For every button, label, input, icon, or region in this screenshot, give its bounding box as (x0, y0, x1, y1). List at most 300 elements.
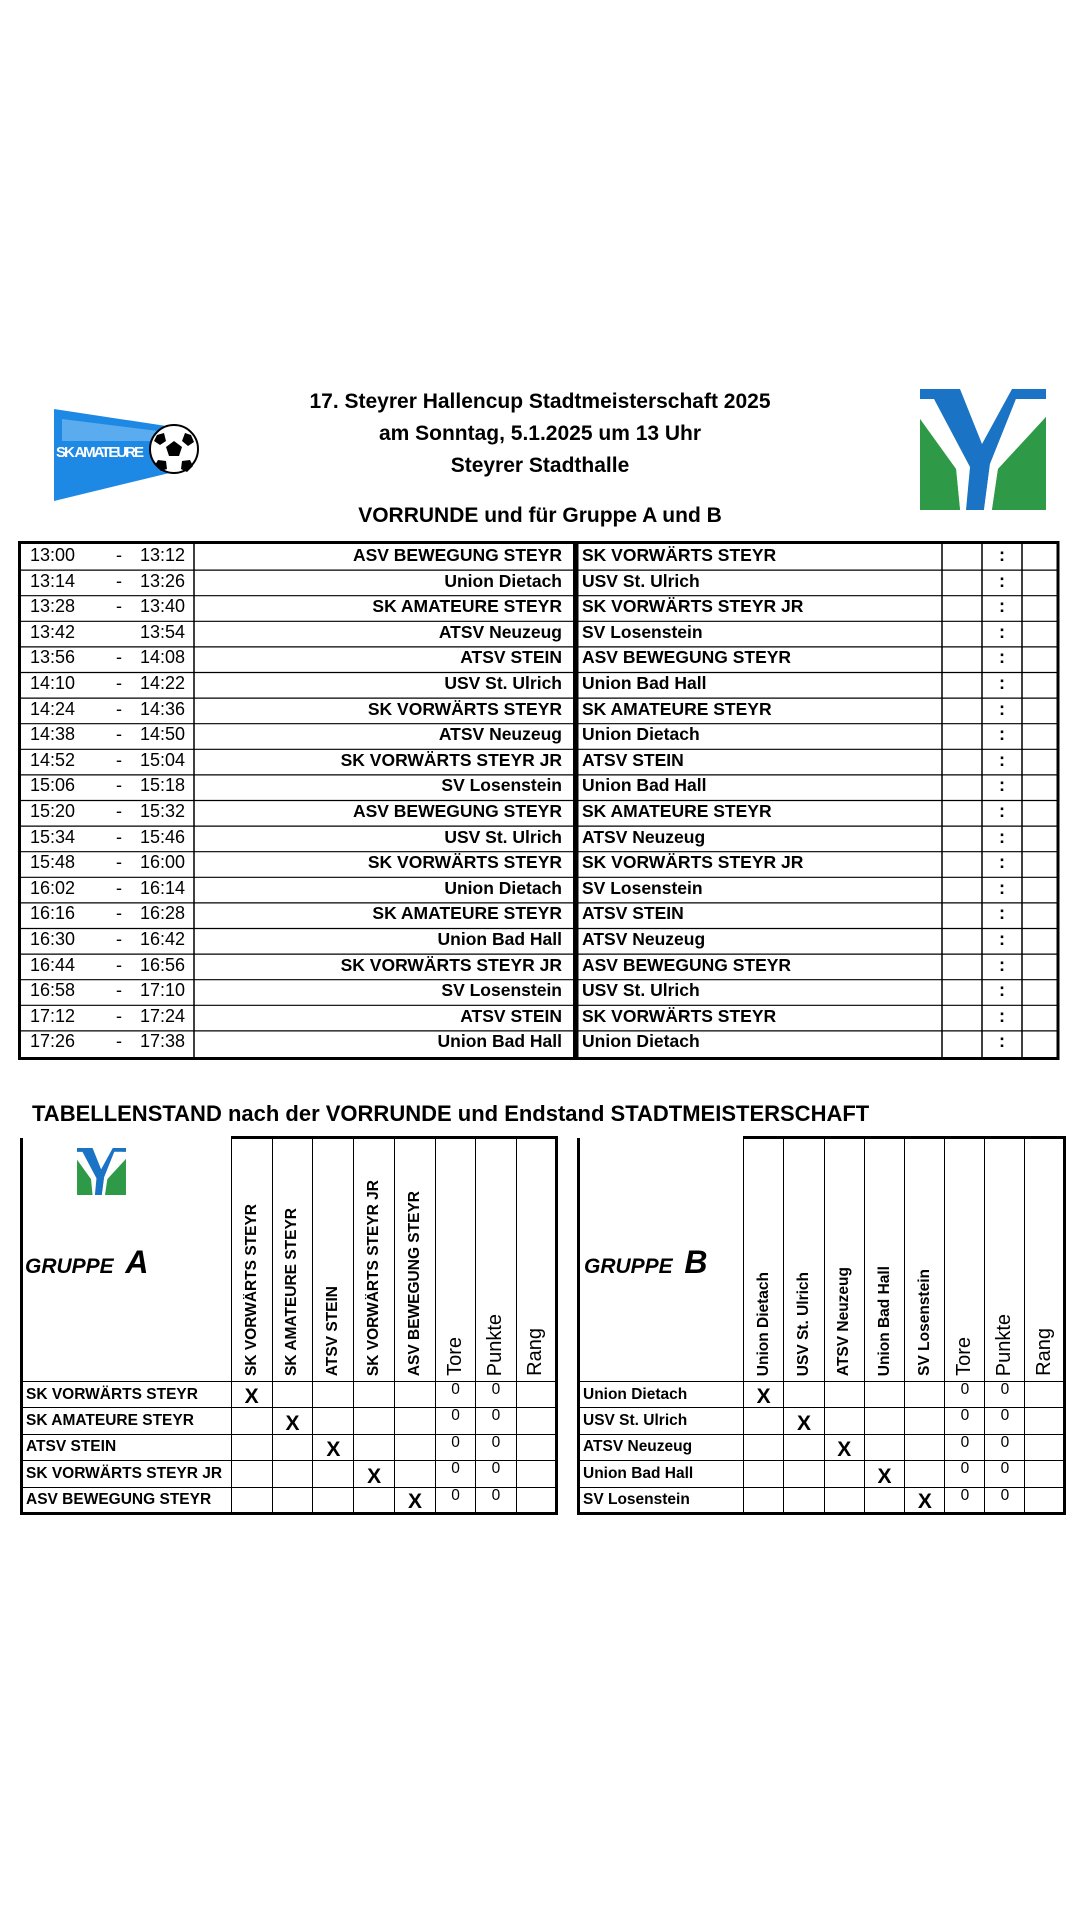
result-cell[interactable] (272, 1487, 313, 1513)
away-goals[interactable] (1022, 953, 1058, 979)
match-end: 14:08 (140, 647, 186, 668)
result-cell[interactable] (905, 1434, 945, 1460)
home-team: ASV BEWEGUNG STEYR (352, 801, 562, 821)
result-cell[interactable] (354, 1382, 395, 1408)
versus-separator: : (573, 903, 579, 924)
away-goals[interactable] (1022, 901, 1058, 927)
tore-value: 0 (945, 1461, 985, 1487)
match-dash: - (116, 749, 122, 770)
team-name: SK AMATEURE STEYR (22, 1408, 232, 1434)
punkte-value: 0 (476, 1382, 516, 1408)
result-cell[interactable] (313, 1408, 354, 1434)
team-name: Union Dietach (579, 1382, 744, 1408)
home-goals[interactable] (942, 825, 982, 851)
away-goals[interactable] (1022, 1004, 1058, 1030)
self-match-mark: X (744, 1382, 784, 1408)
result-cell[interactable] (231, 1408, 272, 1434)
tore-value: 0 (945, 1382, 985, 1408)
tore-value: 0 (435, 1434, 475, 1460)
result-cell[interactable] (744, 1408, 784, 1434)
match-end: 16:42 (140, 929, 186, 949)
match-end: 17:38 (140, 1031, 186, 1052)
stat-column-header (516, 1138, 556, 1382)
home-team: USV St. Ulrich (444, 826, 562, 847)
match-start: 16:58 (30, 980, 76, 1001)
punkte-value: 0 (985, 1461, 1025, 1487)
versus-separator: : (573, 1031, 579, 1052)
home-goals[interactable] (942, 1029, 982, 1055)
away-goals[interactable] (1022, 748, 1058, 774)
schedule-row (18, 927, 1060, 953)
home-team: SK VORWÄRTS STEYR (367, 852, 562, 873)
rang-value (516, 1408, 556, 1434)
team-column-header (395, 1138, 436, 1382)
home-team: Union Dietach (444, 570, 562, 591)
match-time (18, 543, 193, 569)
result-cell[interactable] (784, 1434, 824, 1460)
schedule-row (18, 850, 1060, 876)
rang-value (1025, 1434, 1065, 1460)
match-time (18, 773, 193, 799)
match-dash: - (116, 903, 122, 924)
score-separator: : (999, 1005, 1005, 1026)
home-goals[interactable] (942, 697, 982, 723)
match-dash: - (116, 673, 122, 693)
match-end: 13:54 (140, 621, 186, 642)
header-title: 17. Steyrer Hallencup Stadtmeisterschaft 2025 (309, 390, 771, 413)
self-match-mark: X (784, 1408, 824, 1434)
team-name: USV St. Ulrich (579, 1408, 744, 1434)
rang-value (1025, 1487, 1065, 1513)
match-dash: - (116, 698, 122, 719)
stat-column-header (435, 1138, 475, 1382)
group-team-row (22, 1487, 557, 1513)
schedule-row (18, 722, 1060, 748)
score-separator: : (999, 775, 1005, 796)
result-cell[interactable] (395, 1408, 436, 1434)
result-cell[interactable] (905, 1461, 945, 1487)
team-name: ATSV Neuzeug (579, 1434, 744, 1460)
match-start: 16:02 (30, 877, 76, 898)
result-cell[interactable] (231, 1461, 272, 1487)
home-team: SK AMATEURE STEYR (372, 596, 562, 617)
away-team: SV Losenstein (582, 877, 703, 898)
versus-separator: : (573, 852, 579, 873)
result-cell[interactable] (395, 1434, 436, 1460)
schedule-row (18, 569, 1060, 595)
team-name: SK VORWÄRTS STEYR (22, 1382, 232, 1408)
result-cell[interactable] (313, 1461, 354, 1487)
header-venue: Steyrer Stadthalle (450, 454, 630, 477)
rang-value (516, 1461, 556, 1487)
self-match-mark: X (231, 1382, 272, 1408)
group-b-word: GRUPPE (584, 1255, 673, 1278)
group-team-row (579, 1382, 1065, 1408)
schedule-row (18, 1029, 1060, 1055)
schedule-row (18, 901, 1060, 927)
result-cell[interactable] (784, 1487, 824, 1513)
self-match-mark: X (354, 1461, 395, 1487)
schedule-row (18, 620, 1060, 646)
schedule-row (18, 1004, 1060, 1030)
result-cell[interactable] (905, 1408, 945, 1434)
result-cell[interactable] (313, 1382, 354, 1408)
team-column-label: SK AMATEURE STEYR (283, 1208, 301, 1376)
result-cell[interactable] (231, 1487, 272, 1513)
home-goals[interactable] (942, 850, 982, 876)
stat-column-header (985, 1138, 1025, 1382)
home-goals[interactable] (942, 748, 982, 774)
home-goals[interactable] (942, 799, 982, 825)
result-cell[interactable] (864, 1487, 904, 1513)
result-cell[interactable] (784, 1461, 824, 1487)
rang-value (516, 1382, 556, 1408)
match-time (18, 1004, 193, 1030)
match-time (18, 850, 193, 876)
stat-column-label: Punkte (484, 1313, 507, 1376)
match-end: 15:32 (140, 801, 186, 821)
score-separator: : (999, 673, 1005, 693)
team-column-header (313, 1138, 354, 1382)
match-start: 15:06 (30, 775, 76, 796)
group-b-table (577, 1136, 1066, 1515)
away-goals[interactable] (1022, 978, 1058, 1004)
result-cell[interactable] (824, 1461, 864, 1487)
away-goals[interactable] (1022, 850, 1058, 876)
home-team: Union Dietach (444, 877, 562, 898)
header-blank (579, 1138, 744, 1382)
away-team: SK VORWÄRTS STEYR JR (582, 852, 804, 873)
away-team: ASV BEWEGUNG STEYR (582, 647, 792, 668)
versus-separator: : (573, 749, 579, 770)
versus-separator: : (573, 570, 579, 591)
versus-separator: : (573, 775, 579, 796)
home-goals[interactable] (942, 901, 982, 927)
away-team: Union Dietach (582, 724, 700, 745)
away-team: SK VORWÄRTS STEYR JR (582, 596, 804, 617)
score-separator: : (999, 801, 1005, 821)
match-start: 13:56 (30, 647, 76, 668)
match-dash: - (116, 1031, 122, 1052)
away-goals[interactable] (1022, 825, 1058, 851)
versus-separator: : (573, 929, 579, 949)
away-team: SK VORWÄRTS STEYR (582, 545, 777, 565)
home-team: ATSV Neuzeug (438, 724, 562, 745)
tore-value: 0 (435, 1461, 475, 1487)
match-dash: - (116, 596, 122, 617)
away-team: ATSV STEIN (582, 749, 684, 770)
score-separator: : (999, 596, 1005, 617)
match-dash: - (116, 877, 122, 898)
match-time (18, 645, 193, 671)
match-end: 13:12 (140, 545, 186, 565)
versus-separator: : (573, 673, 579, 693)
stat-column-header (476, 1138, 516, 1382)
stat-column-label: Rang (524, 1328, 547, 1376)
match-end: 14:36 (140, 698, 186, 719)
away-team: Union Bad Hall (582, 775, 707, 796)
match-time (18, 748, 193, 774)
team-column-header (744, 1138, 784, 1382)
versus-separator: : (573, 596, 579, 617)
away-team: Union Bad Hall (582, 673, 707, 693)
home-goals[interactable] (942, 876, 982, 902)
schedule-row (18, 773, 1060, 799)
team-column-label: ASV BEWEGUNG STEYR (405, 1190, 423, 1376)
group-a-table (20, 1136, 558, 1515)
tore-value: 0 (435, 1382, 475, 1408)
stat-column-header (1025, 1138, 1065, 1382)
home-team: ATSV STEIN (460, 647, 562, 668)
result-cell[interactable] (744, 1487, 784, 1513)
away-goals[interactable] (1022, 773, 1058, 799)
match-time (18, 722, 193, 748)
match-end: 16:28 (140, 903, 186, 924)
home-goals[interactable] (942, 671, 982, 697)
stat-column-label: Tore (444, 1337, 467, 1376)
score-separator: : (999, 929, 1005, 949)
home-goals[interactable] (942, 594, 982, 620)
away-goals[interactable] (1022, 799, 1058, 825)
away-goals[interactable] (1022, 876, 1058, 902)
home-goals[interactable] (942, 543, 982, 569)
match-time (18, 927, 193, 953)
self-match-mark: X (395, 1487, 436, 1513)
group-team-row (579, 1487, 1065, 1513)
home-team: USV St. Ulrich (444, 673, 562, 693)
schedule-row (18, 876, 1060, 902)
home-goals[interactable] (942, 1004, 982, 1030)
match-time (18, 671, 193, 697)
punkte-value: 0 (476, 1408, 516, 1434)
away-goals[interactable] (1022, 569, 1058, 595)
tore-value: 0 (435, 1487, 475, 1513)
result-cell[interactable] (272, 1434, 313, 1460)
team-column-label: SK VORWÄRTS STEYR (242, 1204, 260, 1376)
result-cell[interactable] (354, 1434, 395, 1460)
svg-text:SK AMATEURE: SK AMATEURE (56, 444, 144, 461)
match-dash: - (116, 545, 122, 565)
match-dash: - (116, 570, 122, 591)
score-separator: : (999, 903, 1005, 924)
match-start: 14:52 (30, 749, 76, 770)
self-match-mark: X (824, 1434, 864, 1460)
away-team: ATSV STEIN (582, 903, 684, 924)
team-column-header (905, 1138, 945, 1382)
stat-column-header (945, 1138, 985, 1382)
team-name: ATSV STEIN (22, 1434, 232, 1460)
match-time (18, 697, 193, 723)
group-team-row (22, 1461, 557, 1487)
home-goals[interactable] (942, 927, 982, 953)
versus-separator: : (573, 1005, 579, 1026)
result-cell[interactable] (744, 1434, 784, 1460)
away-team: ATSV Neuzeug (582, 826, 706, 847)
punkte-value: 0 (985, 1434, 1025, 1460)
result-cell[interactable] (313, 1487, 354, 1513)
away-goals[interactable] (1022, 1029, 1058, 1055)
self-match-mark: X (905, 1487, 945, 1513)
away-goals[interactable] (1022, 620, 1058, 646)
match-start: 16:16 (30, 903, 76, 924)
team-column-label: ATSV STEIN (324, 1285, 342, 1376)
match-end: 17:10 (140, 980, 186, 1001)
away-goals[interactable] (1022, 594, 1058, 620)
home-team: SV Losenstein (441, 775, 562, 796)
result-cell[interactable] (824, 1487, 864, 1513)
team-name: ASV BEWEGUNG STEYR (22, 1487, 232, 1513)
away-team: SV Losenstein (582, 621, 703, 642)
away-team: USV St. Ulrich (582, 570, 700, 591)
match-start: 16:44 (30, 954, 76, 975)
result-cell[interactable] (824, 1382, 864, 1408)
home-goals[interactable] (942, 645, 982, 671)
match-start: 13:00 (30, 545, 76, 565)
team-name: Union Bad Hall (579, 1461, 744, 1487)
away-goals[interactable] (1022, 543, 1058, 569)
home-team: Union Bad Hall (437, 929, 562, 949)
self-match-mark: X (313, 1434, 354, 1460)
match-end: 13:26 (140, 570, 186, 591)
away-goals[interactable] (1022, 645, 1058, 671)
header-date: am Sonntag, 5.1.2025 um 13 Uhr (378, 422, 702, 445)
score-separator: : (999, 852, 1005, 873)
schedule-row (18, 799, 1060, 825)
away-goals[interactable] (1022, 927, 1058, 953)
team-column-label: USV St. Ulrich (794, 1271, 812, 1376)
team-name: SV Losenstein (579, 1487, 744, 1513)
schedule-row (18, 697, 1060, 723)
match-time (18, 1029, 193, 1055)
match-end: 15:46 (140, 826, 186, 847)
group-team-row (579, 1461, 1065, 1487)
result-cell[interactable] (395, 1382, 436, 1408)
result-cell[interactable] (395, 1461, 436, 1487)
versus-separator: : (573, 980, 579, 1001)
result-cell[interactable] (864, 1434, 904, 1460)
punkte-value: 0 (985, 1487, 1025, 1513)
match-end: 15:18 (140, 775, 186, 796)
result-cell[interactable] (824, 1408, 864, 1434)
standings-title: TABELLENSTAND nach der VORRUNDE und Endstand STADTMEISTERSCHAFT (32, 1101, 870, 1126)
match-start: 17:26 (30, 1031, 76, 1052)
home-goals[interactable] (942, 773, 982, 799)
home-team: SV Losenstein (441, 980, 562, 1001)
stat-column-label: Tore (953, 1337, 976, 1376)
match-end: 16:14 (140, 877, 186, 898)
team-column-header (272, 1138, 313, 1382)
team-column-label: Union Bad Hall (875, 1265, 893, 1376)
punkte-value: 0 (476, 1434, 516, 1460)
home-goals[interactable] (942, 722, 982, 748)
match-time (18, 978, 193, 1004)
score-separator: : (999, 647, 1005, 668)
result-cell[interactable] (272, 1382, 313, 1408)
rang-value (516, 1487, 556, 1513)
schedule-row (18, 594, 1060, 620)
result-cell[interactable] (864, 1382, 904, 1408)
result-cell[interactable] (231, 1434, 272, 1460)
result-cell[interactable] (354, 1408, 395, 1434)
schedule-row (18, 645, 1060, 671)
group-team-row (22, 1408, 557, 1434)
home-team: ATSV Neuzeug (438, 621, 562, 642)
team-column-header (354, 1138, 395, 1382)
group-a-word: GRUPPE (25, 1255, 114, 1278)
punkte-value: 0 (985, 1382, 1025, 1408)
match-start: 14:38 (30, 724, 76, 745)
result-cell[interactable] (354, 1487, 395, 1513)
tore-value: 0 (945, 1408, 985, 1434)
score-separator: : (999, 877, 1005, 898)
result-cell[interactable] (744, 1461, 784, 1487)
team-name: SK VORWÄRTS STEYR JR (22, 1461, 232, 1487)
away-goals[interactable] (1022, 722, 1058, 748)
score-separator: : (999, 698, 1005, 719)
home-goals[interactable] (942, 620, 982, 646)
versus-separator: : (573, 621, 579, 642)
schedule-row (18, 543, 1060, 569)
tore-value: 0 (945, 1487, 985, 1513)
team-column-header (231, 1138, 272, 1382)
team-column-label: Union Dietach (754, 1271, 772, 1376)
match-time (18, 953, 193, 979)
versus-separator: : (573, 954, 579, 975)
match-start: 15:34 (30, 826, 76, 847)
score-separator: : (999, 980, 1005, 1001)
home-goals[interactable] (942, 978, 982, 1004)
match-start: 13:42 (30, 621, 76, 642)
schedule-row (18, 978, 1060, 1004)
home-goals[interactable] (942, 569, 982, 595)
self-match-mark: X (272, 1408, 313, 1434)
match-end: 17:24 (140, 1005, 186, 1026)
result-cell[interactable] (905, 1382, 945, 1408)
punkte-value: 0 (476, 1487, 516, 1513)
match-time (18, 901, 193, 927)
stat-column-label: Punkte (993, 1313, 1016, 1376)
away-goals[interactable] (1022, 697, 1058, 723)
team-column-label: SV Losenstein (915, 1269, 933, 1376)
group-b-letter: B (684, 1244, 708, 1280)
home-team: ASV BEWEGUNG STEYR (352, 545, 562, 565)
match-start: 13:28 (30, 596, 76, 617)
away-team: SK VORWÄRTS STEYR (582, 1005, 777, 1026)
away-team: Union Dietach (582, 1031, 700, 1052)
away-goals[interactable] (1022, 671, 1058, 697)
result-cell[interactable] (272, 1461, 313, 1487)
group-header-row (22, 1138, 557, 1382)
score-separator: : (999, 1031, 1005, 1052)
match-dash: - (116, 980, 122, 1001)
result-cell[interactable] (784, 1382, 824, 1408)
match-dash: - (116, 929, 122, 949)
score-separator: : (999, 749, 1005, 770)
versus-separator: : (573, 801, 579, 821)
match-time (18, 620, 193, 646)
punkte-value: 0 (985, 1408, 1025, 1434)
match-dash: - (116, 954, 122, 975)
result-cell[interactable] (864, 1408, 904, 1434)
match-start: 14:10 (30, 673, 76, 693)
match-start: 17:12 (30, 1005, 76, 1026)
home-goals[interactable] (942, 953, 982, 979)
match-dash: - (116, 724, 122, 745)
match-dash: - (116, 826, 122, 847)
home-team: SK AMATEURE STEYR (372, 903, 562, 924)
match-start: 13:14 (30, 570, 76, 591)
rang-value (1025, 1461, 1065, 1487)
